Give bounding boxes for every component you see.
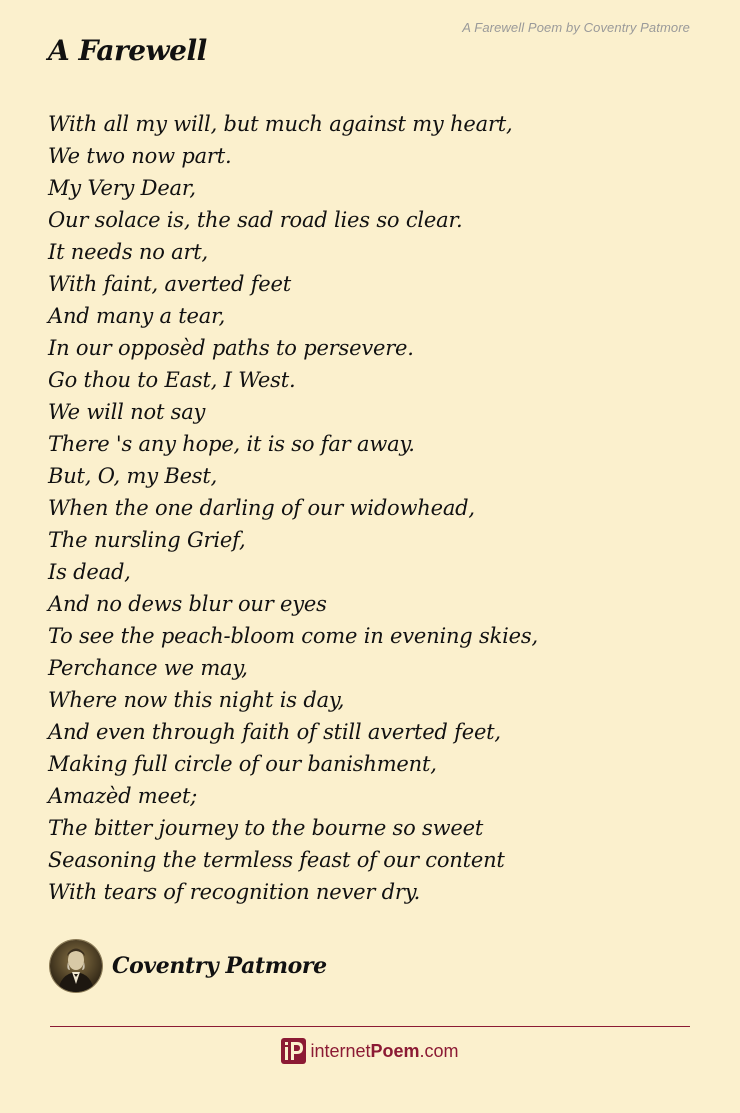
poem-line: And no dews blur our eyes — [48, 592, 327, 616]
poem-line: Making full circle of our banishment, — [48, 752, 437, 776]
poem-line: It needs no art, — [48, 240, 209, 264]
author-name[interactable]: Coventry Patmore — [112, 953, 327, 979]
poem-line: In our opposèd paths to persevere. — [48, 336, 414, 360]
author-avatar[interactable] — [50, 940, 102, 992]
brand-prefix: internet — [310, 1040, 371, 1061]
author-portrait-icon — [50, 940, 102, 992]
poem-line: We two now part. — [48, 144, 232, 168]
poem-title: A Farewell — [48, 34, 207, 67]
poem-line: Where now this night is day, — [48, 688, 345, 712]
poem-line: We will not say — [48, 400, 206, 424]
site-brand-text[interactable] — [310, 1041, 458, 1062]
poem-line: With faint, averted feet — [48, 272, 291, 296]
poem-line: Our solace is, the sad road lies so clear. — [48, 208, 463, 232]
header-credit: A Farewell Poem by Coventry Patmore — [462, 20, 690, 35]
brand-strong: Poem — [370, 1040, 420, 1061]
poem-line: With all my will, but much against my heart, — [48, 112, 513, 136]
poem-line: Amazèd meet; — [48, 784, 198, 808]
poem-body — [48, 108, 688, 908]
poem-line: But, O, my Best, — [48, 464, 218, 488]
poem-line: Perchance we may, — [48, 656, 248, 680]
poem-line: With tears of recognition never dry. — [48, 880, 421, 904]
internetpoem-logo-icon — [281, 1038, 306, 1064]
poem-line: Is dead, — [48, 560, 131, 584]
brand-suffix: .com — [419, 1040, 459, 1061]
poem-line: And even through faith of still averted feet, — [48, 720, 501, 744]
poem-line: To see the peach-bloom come in evening skies, — [48, 624, 538, 648]
poem-line: There 's any hope, it is so far away. — [48, 432, 415, 456]
site-brand-link[interactable] — [0, 1038, 740, 1064]
poem-line: The nursling Grief, — [48, 528, 246, 552]
poem-line: Seasoning the termless feast of our content — [48, 848, 505, 872]
footer-divider — [50, 1026, 690, 1027]
poem-line: My Very Dear, — [48, 176, 196, 200]
poem-line: The bitter journey to the bourne so sweet — [48, 816, 484, 840]
poem-line: When the one darling of our widowhead, — [48, 496, 475, 520]
poem-line: Go thou to East, I West. — [48, 368, 296, 392]
poem-line: And many a tear, — [48, 304, 226, 328]
author-link[interactable] — [50, 940, 327, 992]
